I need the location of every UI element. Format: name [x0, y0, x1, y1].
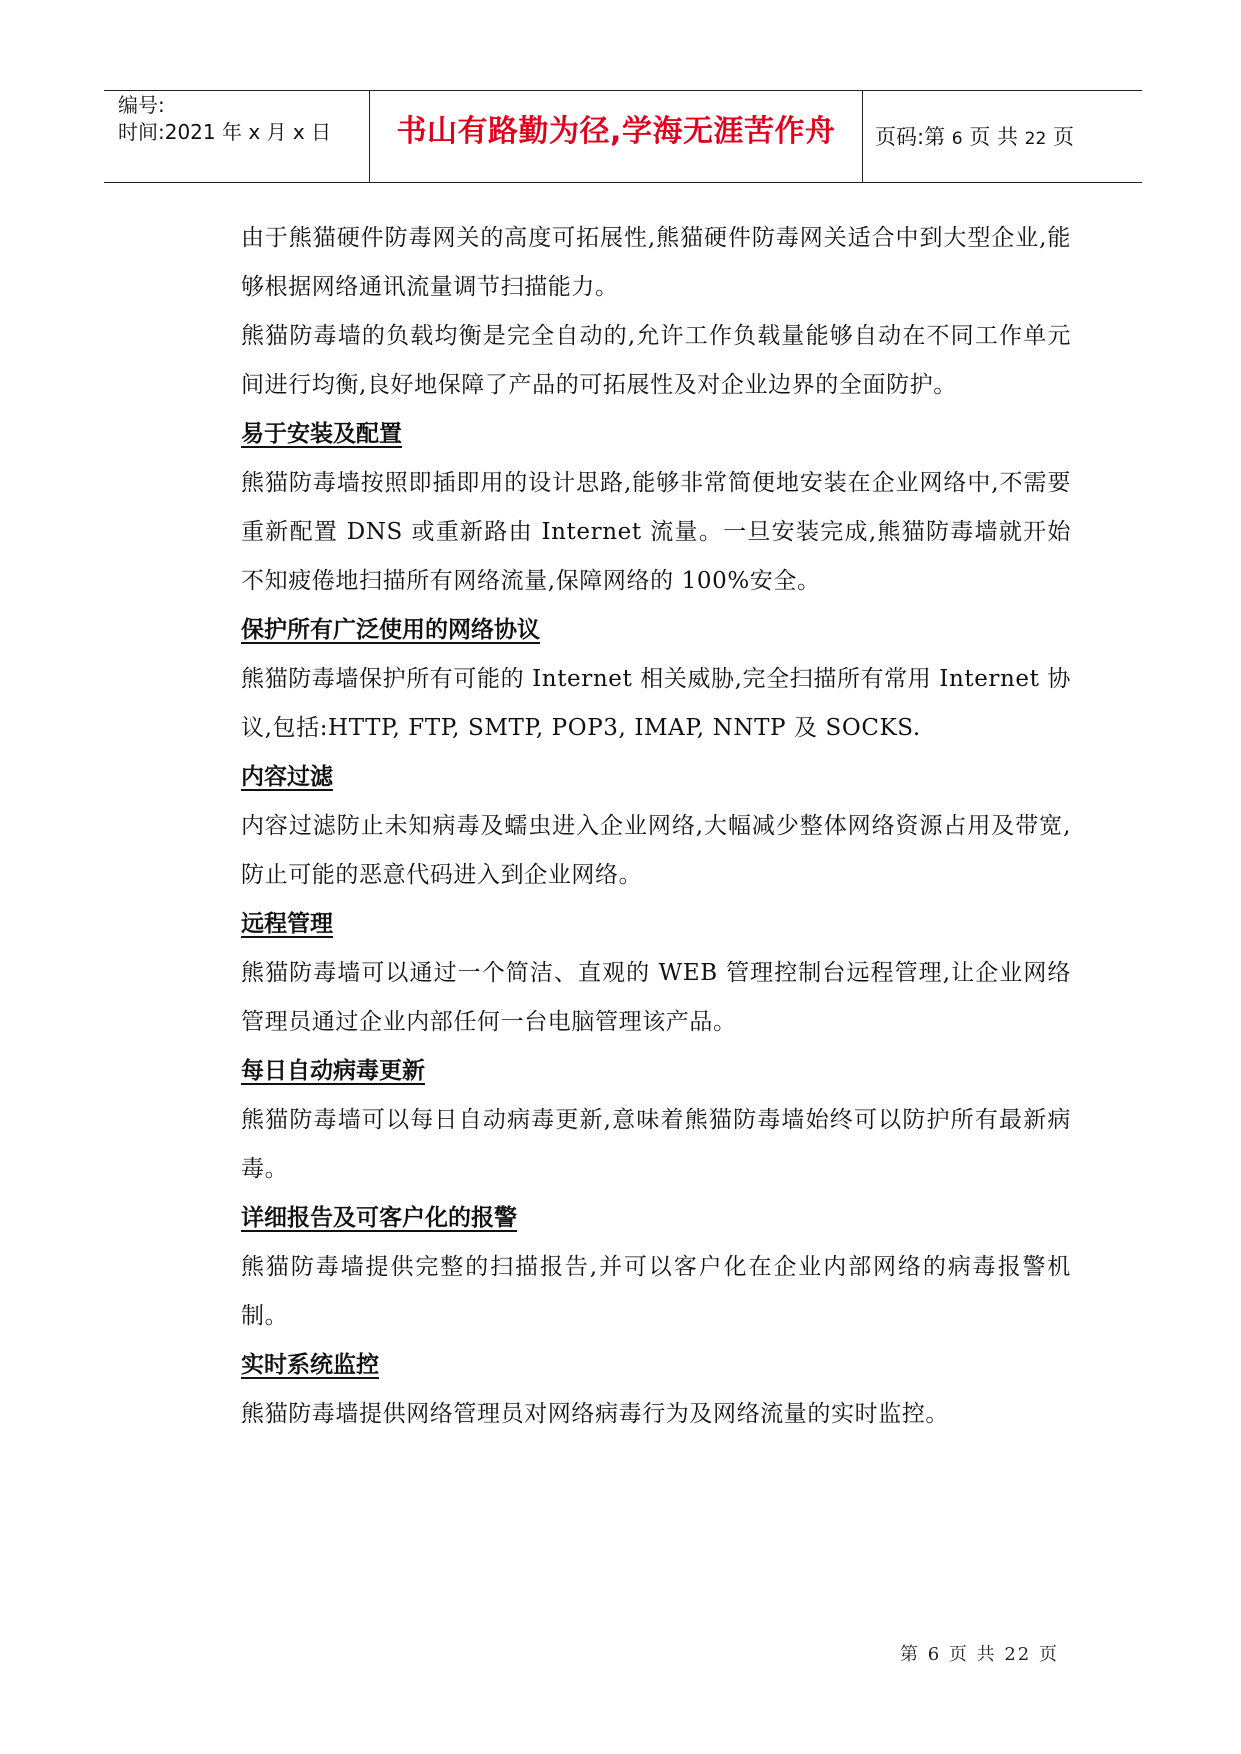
document-time: 时间:2021 年 x 月 x 日	[118, 120, 332, 144]
section-heading-text: 保护所有广泛使用的网络协议	[241, 617, 540, 643]
section-heading	[241, 1047, 1071, 1096]
page-current: 6	[951, 129, 963, 149]
body-paragraph: 熊猫防毒墙可以通过一个简洁、直观的 WEB 管理控制台远程管理,让企业网络管理员通过企业内部任何一台电脑管理该产品。	[241, 960, 1071, 1035]
section-heading-text: 每日自动病毒更新	[241, 1058, 425, 1084]
section-heading	[241, 1341, 1071, 1390]
section-heading-text: 实时系统监控	[241, 1352, 379, 1378]
document-body	[241, 214, 1071, 1439]
body-paragraph: 熊猫防毒墙提供网络管理员对网络病毒行为及网络流量的实时监控。	[241, 1401, 949, 1427]
section-heading-text: 详细报告及可客户化的报警	[241, 1205, 517, 1231]
body-paragraph: 由于熊猫硬件防毒网关的高度可拓展性,熊猫硬件防毒网关适合中到大型企业,能够根据网络通讯流量调节扫描能力。	[241, 225, 1071, 300]
header-motto: 书山有路勤为径,学海无涯苦作舟	[396, 114, 836, 149]
page-suffix: 页	[1046, 125, 1074, 149]
section-heading	[241, 900, 1071, 949]
header-meta	[118, 92, 363, 146]
page-middle: 页 共	[962, 125, 1025, 149]
body-paragraph: 熊猫防毒墙可以每日自动病毒更新,意味着熊猫防毒墙始终可以防护所有最新病毒。	[241, 1107, 1071, 1182]
document-number-label: 编号:	[118, 93, 165, 117]
section-heading-text: 易于安装及配置	[241, 421, 402, 447]
page-footer: 第 6 页 共 22 页	[900, 1644, 1059, 1665]
section-heading	[241, 753, 1071, 802]
section-heading-text: 内容过滤	[241, 764, 333, 790]
body-paragraph: 熊猫防毒墙提供完整的扫描报告,并可以客户化在企业内部网络的病毒报警机制。	[241, 1254, 1071, 1329]
header-divider-right	[862, 90, 863, 182]
section-heading	[241, 1194, 1071, 1243]
section-heading	[241, 606, 1071, 655]
header-page-number	[875, 123, 1074, 153]
header-top-rule	[104, 90, 1142, 91]
section-heading	[241, 410, 1071, 459]
body-paragraph: 内容过滤防止未知病毒及蠕虫进入企业网络,大幅减少整体网络资源占用及带宽,防止可能的恶意代码进入到企业网络。	[241, 813, 1071, 888]
page-total: 22	[1024, 129, 1047, 149]
page-prefix: 页码:第	[875, 125, 952, 149]
section-heading-text: 远程管理	[241, 911, 333, 937]
body-paragraph: 熊猫防毒墙的负载均衡是完全自动的,允许工作负载量能够自动在不同工作单元间进行均衡,良好地保障了产品的可拓展性及对企业边界的全面防护。	[241, 323, 1071, 398]
body-paragraph: 熊猫防毒墙按照即插即用的设计思路,能够非常简便地安装在企业网络中,不需要重新配置 DNS 或重新路由 Internet 流量。一旦安装完成,熊猫防毒墙就开始不知疲倦地扫描所有网络流量,保障网络的 100%安全。	[241, 470, 1071, 594]
body-paragraph: 熊猫防毒墙保护所有可能的 Internet 相关威胁,完全扫描所有常用 Internet 协议,包括:HTTP, FTP, SMTP, POP3, IMAP, NNTP 及 SOCKS.	[241, 666, 1071, 741]
header-bottom-rule	[104, 182, 1142, 183]
